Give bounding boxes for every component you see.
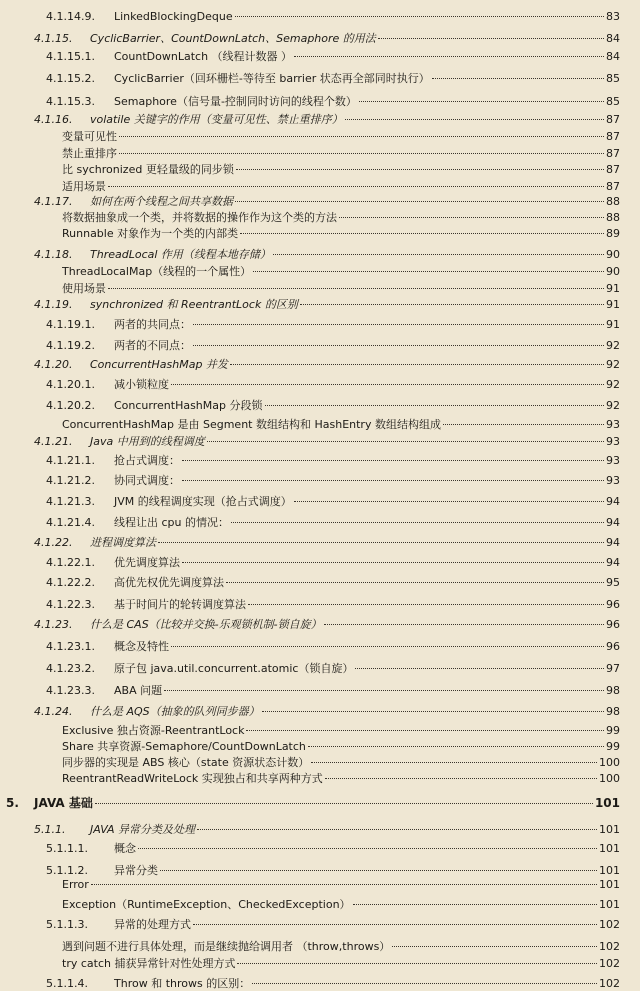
toc-entry-title: Runnable 对象作为一个类的内部类 [62, 227, 239, 240]
toc-entry-page-number: 91 [606, 282, 620, 295]
dot-leader [236, 169, 604, 170]
dot-leader [193, 924, 597, 925]
toc-entry-title: Exception（RuntimeException、CheckedException） [62, 898, 351, 911]
toc-entry[interactable] [46, 376, 620, 392]
toc-entry-title: 概念 [114, 842, 136, 855]
toc-entry-title: volatile 关键字的作用（变量可见性、禁止重排序） [90, 113, 343, 126]
toc-entry-number: 4.1.23.3. [46, 684, 95, 697]
toc-entry[interactable] [46, 638, 620, 654]
toc-entry-number: 5.1.1.1. [46, 842, 88, 855]
toc-entry[interactable] [46, 840, 620, 856]
toc-entry[interactable] [62, 938, 620, 954]
toc-entry-page-number: 101 [594, 796, 620, 810]
dot-leader [240, 233, 604, 234]
dot-leader [231, 522, 604, 523]
toc-entry-number: 4.1.22. [34, 536, 73, 549]
toc-entry[interactable] [46, 862, 620, 878]
dot-leader [432, 78, 604, 79]
toc-entry[interactable] [62, 128, 620, 144]
toc-entry[interactable] [46, 596, 620, 612]
toc-entry-title: Java 中用到的线程调度 [90, 435, 205, 448]
toc-entry-title: Throw 和 throws 的区别： [114, 977, 251, 990]
dot-leader [207, 441, 604, 442]
toc-entry-page-number: 87 [606, 113, 620, 126]
toc-entry-title: 变量可见性 [62, 130, 117, 143]
toc-entry-number: 4.1.24. [34, 705, 73, 718]
toc-entry-page-number: 90 [606, 248, 620, 261]
toc-entry-number: 4.1.20.2. [46, 399, 95, 412]
toc-entry[interactable] [62, 280, 620, 296]
toc-entry-page-number: 96 [606, 598, 620, 611]
dot-leader [339, 217, 604, 218]
dot-leader [359, 101, 604, 102]
toc-entry[interactable] [34, 296, 620, 312]
toc-entry[interactable] [46, 682, 620, 698]
toc-entry-page-number: 92 [606, 339, 620, 352]
toc-entry-title: ConcurrentHashMap 并发 [90, 358, 228, 371]
toc-entry[interactable] [34, 616, 620, 632]
toc-entry-page-number: 90 [606, 265, 620, 278]
dot-leader [108, 186, 604, 187]
toc-entry[interactable] [62, 754, 620, 770]
dot-leader [300, 304, 604, 305]
toc-entry-page-number: 87 [606, 130, 620, 143]
toc-entry-title: Semaphore（信号量-控制同时访问的线程个数） [114, 95, 357, 108]
dot-leader [353, 904, 597, 905]
toc-entry[interactable] [46, 70, 620, 86]
toc-entry-title: 抢占式调度： [114, 454, 180, 467]
toc-entry-page-number: 101 [599, 864, 620, 877]
dot-leader [248, 604, 604, 605]
toc-entry-title: 两者的不同点： [114, 339, 191, 352]
dot-leader [324, 624, 604, 625]
toc-entry-page-number: 93 [606, 418, 620, 431]
toc-entry[interactable] [62, 955, 620, 971]
toc-entry-page-number: 94 [606, 516, 620, 529]
toc-entry[interactable] [34, 433, 620, 449]
toc-entry-title: 进程调度算法 [90, 536, 156, 549]
toc-entry-page-number: 99 [606, 740, 620, 753]
toc-entry-number: 4.1.23. [34, 618, 73, 631]
dot-leader [294, 501, 604, 502]
toc-entry-number: 4.1.18. [34, 248, 73, 261]
toc-entry-number: 5.1.1.4. [46, 977, 88, 990]
toc-entry-page-number: 84 [606, 32, 620, 45]
toc-entry-title: synchronized 和 ReentrantLock 的区别 [90, 298, 298, 311]
toc-entry-page-number: 98 [606, 705, 620, 718]
dot-leader [193, 324, 604, 325]
toc-entry-number: 4.1.19.1. [46, 318, 95, 331]
toc-entry[interactable] [34, 111, 620, 127]
toc-entry[interactable] [46, 975, 620, 991]
dot-leader [119, 136, 604, 137]
toc-entry-page-number: 94 [606, 495, 620, 508]
toc-entry-number: 5. [6, 796, 19, 810]
toc-entry-number: 4.1.15. [34, 32, 73, 45]
toc-entry-title: ConcurrentHashMap 分段锁 [114, 399, 263, 412]
toc-entry-number: 4.1.15.3. [46, 95, 95, 108]
toc-entry[interactable] [34, 534, 620, 550]
toc-entry[interactable] [46, 452, 620, 468]
toc-entry-title: CountDownLatch （线程计数器 ） [114, 50, 293, 63]
toc-entry-title: 适用场景 [62, 180, 106, 193]
toc-entry-page-number: 102 [599, 977, 620, 990]
toc-entry[interactable] [62, 225, 620, 241]
dot-leader [197, 829, 597, 830]
dot-leader [308, 746, 604, 747]
toc-entry-title: Error [62, 878, 89, 891]
toc-entry-title: 什么是 AQS（抽象的队列同步器） [90, 705, 260, 718]
toc-entry-number: 4.1.23.2. [46, 662, 95, 675]
toc-entry-number: 4.1.17. [34, 195, 73, 208]
dot-leader [193, 345, 604, 346]
toc-entry[interactable] [34, 193, 620, 209]
toc-entry[interactable] [46, 337, 620, 353]
dot-leader [230, 364, 604, 365]
toc-entry[interactable] [34, 246, 620, 262]
toc-entry-page-number: 87 [606, 163, 620, 176]
toc-entry-page-number: 101 [599, 898, 620, 911]
toc-entry[interactable] [62, 722, 620, 738]
dot-leader [294, 56, 604, 57]
toc-entry-number: 4.1.19. [34, 298, 73, 311]
dot-leader [252, 983, 597, 984]
toc-entry-title: 异常的处理方式 [114, 918, 191, 931]
toc-entry-number: 4.1.21.2. [46, 474, 95, 487]
dot-leader [138, 848, 597, 849]
toc-entry-page-number: 89 [606, 227, 620, 240]
toc-entry-title: 概念及特性 [114, 640, 169, 653]
toc-entry-page-number: 93 [606, 435, 620, 448]
toc-entry[interactable] [62, 178, 620, 194]
toc-entry[interactable] [46, 397, 620, 413]
dot-leader [237, 963, 597, 964]
dot-leader [158, 542, 604, 543]
dot-leader [108, 288, 604, 289]
toc-entry-title: 两者的共同点： [114, 318, 191, 331]
toc-entry[interactable] [62, 878, 620, 891]
toc-entry-number: 4.1.22.2. [46, 576, 95, 589]
toc-entry[interactable] [62, 738, 620, 754]
toc-entry-title: 协同式调度： [114, 474, 180, 487]
dot-leader [171, 384, 604, 385]
toc-entry[interactable] [46, 93, 620, 109]
dot-leader [355, 668, 604, 669]
toc-entry-page-number: 94 [606, 556, 620, 569]
toc-entry-number: 4.1.15.2. [46, 72, 95, 85]
dot-leader [345, 119, 604, 120]
toc-entry-title: 基于时间片的轮转调度算法 [114, 598, 246, 611]
toc-entry[interactable] [62, 896, 620, 912]
dot-leader [164, 690, 604, 691]
toc-entry-page-number: 94 [606, 536, 620, 549]
toc-entry-title: 同步器的实现是 ABS 核心（state 资源状态计数） [62, 756, 310, 769]
dot-leader [378, 38, 604, 39]
toc-entry-page-number: 100 [599, 756, 620, 769]
toc-entry-page-number: 101 [599, 842, 620, 855]
dot-leader [160, 870, 597, 871]
toc-entry-title: ThreadLocalMap（线程的一个属性） [62, 265, 252, 278]
toc-entry-page-number: 96 [606, 618, 620, 631]
dot-leader [95, 803, 593, 804]
toc-entry[interactable] [34, 30, 620, 46]
toc-entry[interactable] [46, 493, 620, 509]
toc-entry-number: 4.1.21.1. [46, 454, 95, 467]
dot-leader [262, 711, 604, 712]
toc-entry-number: 4.1.21. [34, 435, 73, 448]
dot-leader [171, 646, 604, 647]
toc-entry-page-number: 85 [606, 95, 620, 108]
toc-entry-page-number: 93 [606, 474, 620, 487]
toc-entry[interactable] [62, 145, 620, 161]
toc-entry-number: 4.1.22.3. [46, 598, 95, 611]
toc-entry-page-number: 92 [606, 399, 620, 412]
toc-entry-title: 禁止重排序 [62, 147, 117, 160]
toc-entry-title: 比 sychronized 更轻量级的同步锁 [62, 163, 234, 176]
toc-entry[interactable] [46, 660, 620, 676]
toc-entry-title: 使用场景 [62, 282, 106, 295]
dot-leader [325, 778, 597, 779]
toc-entry[interactable] [46, 574, 620, 590]
toc-entry-number: 4.1.20.1. [46, 378, 95, 391]
toc-entry-title: 遇到问题不进行具体处理，而是继续抛给调用者 （throw,throws） [62, 940, 391, 953]
dot-leader [311, 762, 597, 763]
toc-entry-number: 4.1.21.4. [46, 516, 95, 529]
toc-entry-number: 4.1.23.1. [46, 640, 95, 653]
toc-entry-title: ConcurrentHashMap 是由 Segment 数组结构和 HashEntry 数组结构组成 [62, 418, 441, 431]
dot-leader [182, 460, 604, 461]
dot-leader [443, 424, 604, 425]
toc-entry-page-number: 100 [599, 772, 620, 785]
toc-entry-number: 4.1.16. [34, 113, 73, 126]
toc-entry-page-number: 98 [606, 684, 620, 697]
toc-entry-number: 4.1.20. [34, 358, 73, 371]
dot-leader [246, 730, 604, 731]
toc-entry-title: CyclicBarrier（回环栅栏-等待至 barrier 状态再全部同时执行） [114, 72, 430, 85]
toc-entry[interactable] [46, 916, 620, 932]
toc-entry-title: JAVA 基础 [34, 796, 93, 810]
toc-entry-number: 4.1.19.2. [46, 339, 95, 352]
toc-entry-page-number: 92 [606, 358, 620, 371]
toc-entry[interactable] [62, 209, 620, 225]
dot-leader [91, 884, 597, 885]
toc-entry-page-number: 95 [606, 576, 620, 589]
dot-leader [253, 271, 604, 272]
toc-entry-page-number: 87 [606, 180, 620, 193]
toc-entry-title: JVM 的线程调度实现（抢占式调度） [114, 495, 292, 508]
toc-entry-page-number: 101 [599, 878, 620, 891]
toc-entry-title: 线程让出 cpu 的情况： [114, 516, 229, 529]
toc-entry-title: 什么是 CAS（比较并交换-乐观锁机制-锁自旋） [90, 618, 322, 631]
toc-entry-title: 优先调度算法 [114, 556, 180, 569]
toc-entry-title: Exclusive 独占资源-ReentrantLock [62, 724, 245, 737]
dot-leader [226, 582, 604, 583]
dot-leader [273, 254, 604, 255]
dot-leader [235, 16, 604, 17]
toc-entry[interactable] [62, 416, 620, 432]
toc-entry-number: 4.1.22.1. [46, 556, 95, 569]
toc-entry-page-number: 99 [606, 724, 620, 737]
toc-entry-page-number: 102 [599, 918, 620, 931]
toc-entry[interactable] [46, 316, 620, 332]
toc-entry-page-number: 83 [606, 10, 620, 23]
toc-entry-page-number: 96 [606, 640, 620, 653]
toc-entry-title: ReentrantReadWriteLock 实现独占和共享两种方式 [62, 772, 323, 785]
toc-entry-page-number: 93 [606, 454, 620, 467]
toc-entry-page-number: 101 [599, 823, 620, 836]
toc-entry[interactable] [46, 472, 620, 488]
toc-entry-number: 5.1.1.2. [46, 864, 88, 877]
toc-entry-page-number: 91 [606, 298, 620, 311]
toc-entry-title: ABA 问题 [114, 684, 163, 697]
toc-entry-page-number: 88 [606, 195, 620, 208]
toc-entry[interactable] [62, 770, 620, 786]
toc-entry[interactable] [46, 10, 620, 23]
toc-entry-page-number: 91 [606, 318, 620, 331]
toc-entry-page-number: 85 [606, 72, 620, 85]
toc-entry[interactable] [62, 161, 620, 177]
dot-leader [182, 480, 604, 481]
toc-entry-title: 异常分类 [114, 864, 158, 877]
toc-entry-title: 高优先权优先调度算法 [114, 576, 224, 589]
toc-entry[interactable] [46, 48, 620, 64]
toc-entry-title: Share 共享资源-Semaphore/CountDownLatch [62, 740, 306, 753]
toc-entry[interactable] [34, 703, 620, 719]
toc-entry[interactable] [46, 554, 620, 570]
toc-entry-page-number: 102 [599, 957, 620, 970]
dot-leader [182, 562, 604, 563]
toc-entry-number: 4.1.14.9. [46, 10, 95, 23]
dot-leader [265, 405, 605, 406]
toc-entry[interactable] [34, 821, 620, 837]
dot-leader [119, 153, 604, 154]
toc-entry-number: 5.1.1. [34, 823, 66, 836]
toc-entry-page-number: 102 [599, 940, 620, 953]
dot-leader [392, 946, 597, 947]
toc-entry-title: CyclicBarrier、CountDownLatch、Semaphore 的用法 [90, 32, 376, 45]
toc-entry-page-number: 92 [606, 378, 620, 391]
toc-entry[interactable] [34, 356, 620, 372]
toc-entry-title: JAVA 异常分类及处理 [90, 823, 196, 836]
toc-entry[interactable] [46, 514, 620, 530]
toc-entry-title: 减小锁粒度 [114, 378, 169, 391]
toc-entry[interactable] [6, 794, 620, 811]
dot-leader [235, 201, 604, 202]
toc-entry-number: 4.1.21.3. [46, 495, 95, 508]
toc-entry-page-number: 84 [606, 50, 620, 63]
toc-entry-title: LinkedBlockingDeque [114, 10, 233, 23]
toc-entry-title: 如何在两个线程之间共享数据 [90, 195, 233, 208]
toc-entry[interactable] [62, 263, 620, 279]
toc-entry-number: 5.1.1.3. [46, 918, 88, 931]
toc-entry-title: try catch 捕获异常针对性处理方式 [62, 957, 236, 970]
toc-entry-title: ThreadLocal 作用（线程本地存储） [90, 248, 271, 261]
toc-entry-title: 原子包 java.util.concurrent.atomic（锁自旋） [114, 662, 354, 675]
toc-entry-page-number: 87 [606, 147, 620, 160]
toc-entry-number: 4.1.15.1. [46, 50, 95, 63]
toc-entry-title: 将数据抽象成一个类，并将数据的操作作为这个类的方法 [62, 211, 337, 224]
toc-entry-page-number: 97 [606, 662, 620, 675]
toc-entry-page-number: 88 [606, 211, 620, 224]
